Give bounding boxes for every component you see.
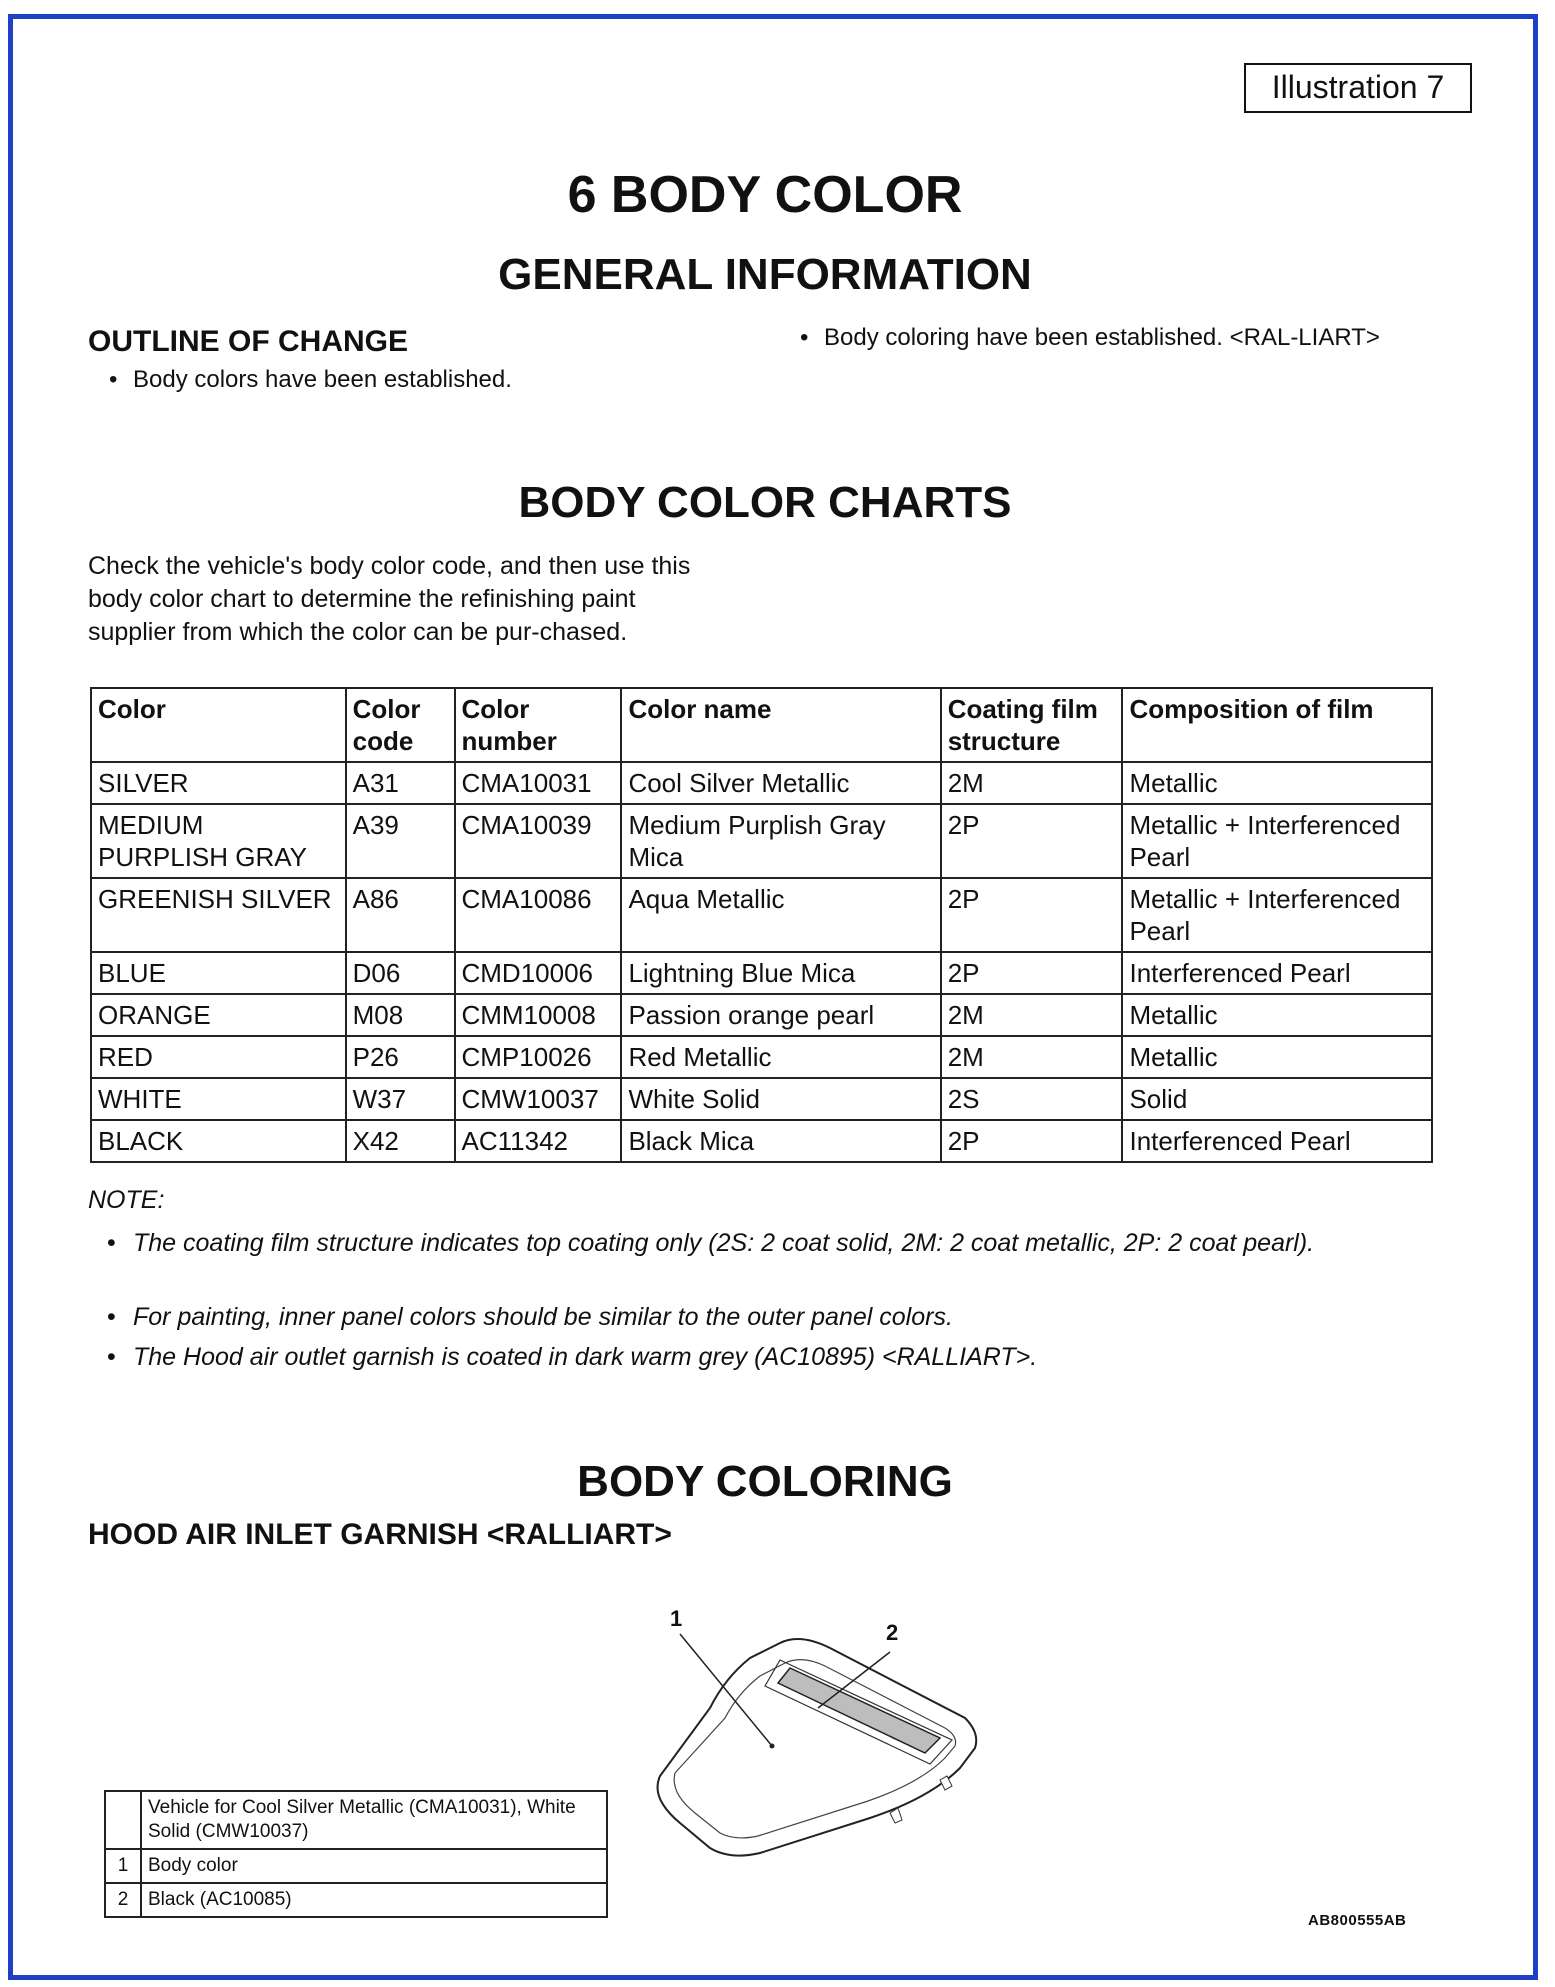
cell-color-code: W37 (346, 1078, 455, 1120)
note-label: NOTE: (88, 1186, 165, 1214)
cell-composition: Metallic (1122, 762, 1432, 804)
cell-color-number: CMA10086 (455, 878, 622, 952)
outline-bullet-right (800, 322, 1384, 354)
table-row (91, 952, 1432, 994)
legend-row (105, 1849, 607, 1883)
cell-color-name: Black Mica (621, 1120, 940, 1162)
body-color-charts-heading: BODY COLOR CHARTS (518, 478, 1012, 527)
table-row (91, 878, 1432, 952)
cell-composition: Interferenced Pearl (1122, 952, 1432, 994)
header-color: Color (91, 688, 346, 762)
charts-intro: Check the vehicle's body color code, and then use this body color chart to determine the refinishing paint supplier from which the color can be pur-chased. (88, 552, 691, 646)
legend-header-row (105, 1791, 607, 1849)
cell-color-number: CMM10008 (455, 994, 622, 1036)
figure-code: AB800555AB (1308, 1912, 1407, 1929)
legend-text: Body color (141, 1849, 607, 1883)
note-item-text: For painting, inner panel colors should be similar to the outer panel colors. (133, 1303, 953, 1331)
legend-num: 2 (105, 1883, 141, 1917)
table-header-row (91, 688, 1432, 762)
cell-color-code: A39 (346, 804, 455, 878)
cell-color-name: Lightning Blue Mica (621, 952, 940, 994)
cell-color-name: Medium Purplish Gray Mica (621, 804, 940, 878)
illustration-label: Illustration 7 (1244, 63, 1472, 113)
outline-bullet-right-text: Body coloring have been established. <RAL-LIART> (824, 324, 1380, 351)
cell-color-name: White Solid (621, 1078, 940, 1120)
outline-heading: OUTLINE OF CHANGE (88, 325, 408, 358)
cell-color: GREENISH SILVER (91, 878, 346, 952)
cell-coating-film: 2P (941, 878, 1123, 952)
cell-color-code: X42 (346, 1120, 455, 1162)
bullet-icon: • (109, 366, 118, 393)
header-color-name: Color name (621, 688, 940, 762)
callout-label-1: 1 (670, 1608, 683, 1631)
cell-color-name: Aqua Metallic (621, 878, 940, 952)
cell-color: MEDIUM PURPLISH GRAY (91, 804, 346, 878)
outline-bullet-left-text: Body colors have been established. (133, 366, 512, 393)
cell-composition: Metallic + Interferenced Pearl (1122, 878, 1432, 952)
legend-table (104, 1790, 608, 1918)
cell-color-name: Passion orange pearl (621, 994, 940, 1036)
cell-color-number: AC11342 (455, 1120, 622, 1162)
note-item (107, 1300, 1393, 1334)
cell-coating-film: 2M (941, 994, 1123, 1036)
cell-color-number: CMP10026 (455, 1036, 622, 1078)
bullet-icon: • (107, 1343, 116, 1371)
cell-coating-film: 2P (941, 804, 1123, 878)
table-row (91, 994, 1432, 1036)
outline-bullet-left (109, 364, 512, 396)
cell-color: ORANGE (91, 994, 346, 1036)
header-color-number: Color number (455, 688, 622, 762)
callout-label-2: 2 (886, 1620, 899, 1645)
cell-color: BLACK (91, 1120, 346, 1162)
legend-header: Vehicle for Cool Silver Metallic (CMA10031), White Solid (CMW10037) (141, 1791, 607, 1849)
hood-garnish-figure (640, 1608, 1000, 1868)
cell-coating-film: 2S (941, 1078, 1123, 1120)
cell-color-number: CMW10037 (455, 1078, 622, 1120)
bullet-icon: • (107, 1303, 116, 1331)
legend-num-blank (105, 1791, 141, 1849)
table-row (91, 1120, 1432, 1162)
header-coating-film: Coating film structure (941, 688, 1123, 762)
general-information-heading: GENERAL INFORMATION (498, 250, 1032, 299)
cell-color: BLUE (91, 952, 346, 994)
cell-coating-film: 2M (941, 762, 1123, 804)
cell-coating-film: 2P (941, 952, 1123, 994)
cell-composition: Interferenced Pearl (1122, 1120, 1432, 1162)
cell-color-code: D06 (346, 952, 455, 994)
cell-color-code: M08 (346, 994, 455, 1036)
note-item (107, 1340, 1393, 1374)
cell-composition: Solid (1122, 1078, 1432, 1120)
page-title: 6 BODY COLOR (567, 166, 963, 224)
note-item-text: The coating film structure indicates top coating only (2S: 2 coat solid, 2M: 2 coat metallic, 2P: 2 coat pearl). (133, 1229, 1315, 1257)
cell-color-name: Red Metallic (621, 1036, 940, 1078)
cell-color-number: CMD10006 (455, 952, 622, 994)
body-coloring-heading: BODY COLORING (577, 1457, 953, 1506)
legend-row (105, 1883, 607, 1917)
cell-color-name: Cool Silver Metallic (621, 762, 940, 804)
legend-num: 1 (105, 1849, 141, 1883)
hood-garnish-subheading: HOOD AIR INLET GARNISH <RALLIART> (88, 1518, 672, 1551)
body-color-table (90, 687, 1433, 1163)
cell-color: SILVER (91, 762, 346, 804)
table-row (91, 1078, 1432, 1120)
cell-color: WHITE (91, 1078, 346, 1120)
cell-color-code: A31 (346, 762, 455, 804)
cell-composition: Metallic (1122, 994, 1432, 1036)
table-row (91, 762, 1432, 804)
header-composition: Composition of film (1122, 688, 1432, 762)
cell-color-code: A86 (346, 878, 455, 952)
cell-color-code: P26 (346, 1036, 455, 1078)
header-color-code: Color code (346, 688, 455, 762)
table-row (91, 804, 1432, 878)
bullet-icon: • (800, 324, 809, 351)
cell-color-number: CMA10031 (455, 762, 622, 804)
note-item (107, 1226, 1393, 1260)
cell-coating-film: 2P (941, 1120, 1123, 1162)
cell-composition: Metallic + Interferenced Pearl (1122, 804, 1432, 878)
cell-composition: Metallic (1122, 1036, 1432, 1078)
bullet-icon: • (107, 1229, 116, 1257)
cell-color-number: CMA10039 (455, 804, 622, 878)
note-item-text: The Hood air outlet garnish is coated in dark warm grey (AC10895) <RALLIART>. (133, 1343, 1038, 1371)
cell-color: RED (91, 1036, 346, 1078)
callout-dot-1 (770, 1744, 775, 1749)
cell-coating-film: 2M (941, 1036, 1123, 1078)
legend-text: Black (AC10085) (141, 1883, 607, 1917)
table-row (91, 1036, 1432, 1078)
